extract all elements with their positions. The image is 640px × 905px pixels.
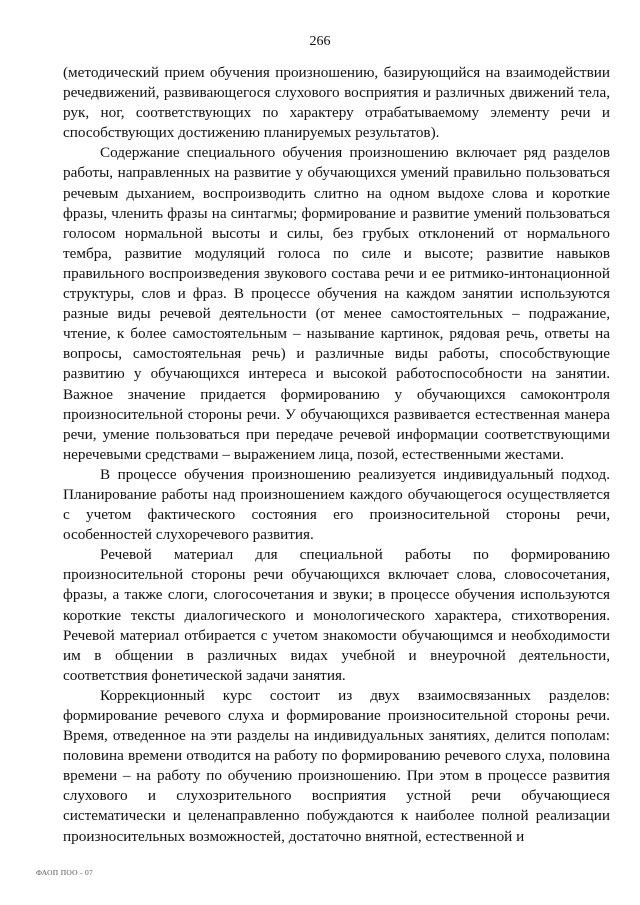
page-number: 266	[309, 34, 331, 49]
paragraph: Содержание специального обучения произношению включает ряд разделов работы, направленных на развитие у обучающихся умений правильно пользоваться речевым дыханием, воспроизводить слитно на одном выдохе слова и короткие фразы, членить фразы на синтагмы; формирование и развитие умений пользоваться голосом нормальной высоты и силы, без грубых отклонений от нормального тембра, развитие модуляций голоса по силе и высоте; развитие навыков правильного воспроизведения звукового состава речи и ее ритмико-интонационной структуры, слов и фраз. В процессе обучения на каждом занятии используются разные виды речевой деятельности (от менее самостоятельных – подражание, чтение, к более самостоятельным – называние картинок, рядовая речь, ответы на вопросы, самостоятельная речь) и различные виды работы, способствующие развитию у обучающихся интереса и высокой работоспособности на занятии. Важное значение придается формированию у обучающихся самоконтроля произносительной стороны речи. У обучающихся развивается естественная манера речи, умение пользоваться при передаче речевой информации соответствующими неречевыми средствами – выражением лица, позой, естественными жестами.	[63, 144, 610, 463]
paragraph: Речевой материал для специальной работы по формированию произносительной стороны речи обучающихся включает слова, словосочетания, фразы, а также слоги, слогосочетания и звуки; в процессе обучения используются короткие тексты диалогического и монологического характера, стихотворения. Речевой материал отбирается с учетом знакомости обучающимся и необходимости им в общении в различных видах учебной и внеурочной деятельности, соответствия фонетической задачи занятия.	[63, 546, 610, 684]
body-text	[63, 63, 610, 847]
footer-code: ФАОП ПОО - 07	[36, 868, 94, 877]
paragraph-continuation: (методический прием обучения произношению, базирующийся на взаимодействии речедвижений, развивающегося слухового восприятия и различных движений тела, рук, ног, соответствующих по характеру отрабатываемому элементу речи и способствующих достижению планируемых результатов).	[63, 64, 610, 142]
paragraph: Коррекционный курс состоит из двух взаимосвязанных разделов: формирование речевого слуха и формирование произносительной стороны речи. Время, отведенное на эти разделы на индивидуальных занятиях, делится пополам: половина времени отводится на работу по формированию речевого слуха, половина времени – на работу по обучению произношению. При этом в процессе развития слухового и слухозрительного восприятия устной речи обучающиеся систематически и целенаправленно побуждаются к наиболее полной реализации произносительных возможностей, достаточно внятной, естественной и	[63, 686, 610, 845]
paragraph: В процессе обучения произношению реализуется индивидуальный подход. Планирование работы над произношением каждого обучающегося осуществляется с учетом фактического состояния его произносительной стороны речи, особенностей слухоречевого развития.	[63, 465, 610, 544]
